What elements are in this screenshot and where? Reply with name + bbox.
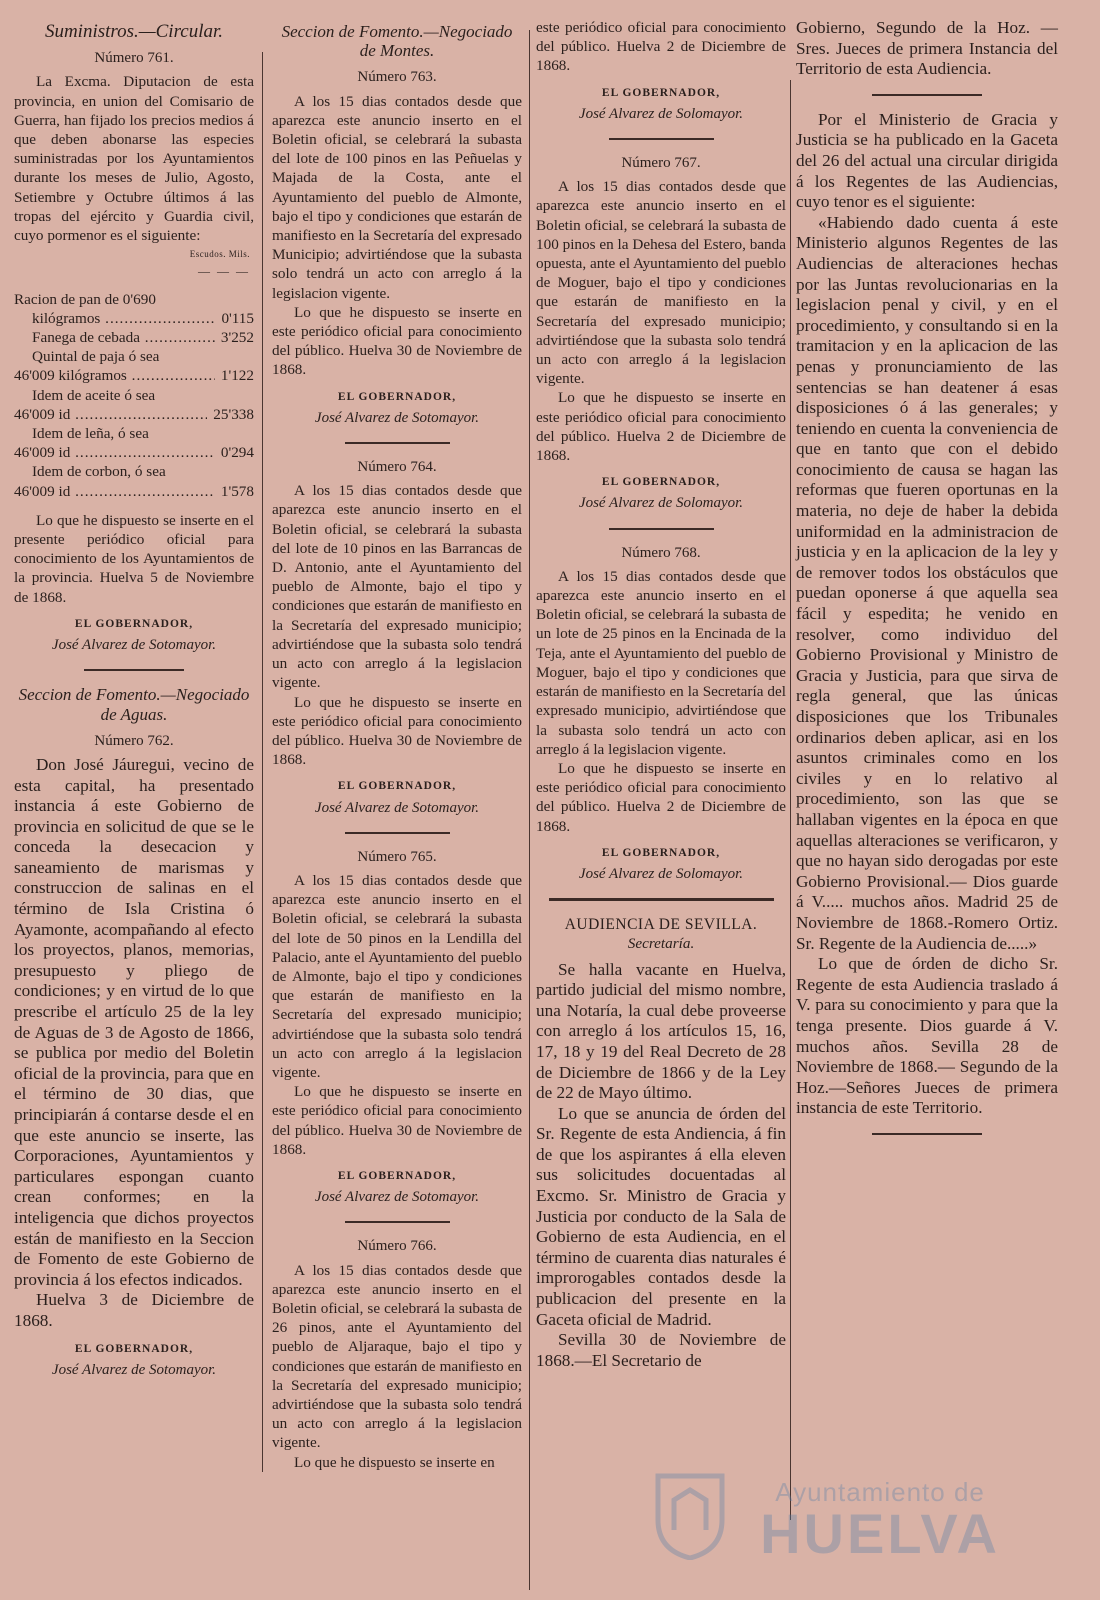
archive-watermark [760,1477,1000,1565]
separator [872,1133,982,1135]
rate-value: 25'338 [213,405,254,423]
circular-intro: Por el Ministerio de Gracia y Justicia se ha publicado en la Gaceta del 26 del actual una circular dirigida á los Regentes de las Audiencias, cuyo tenor es el siguiente: [796,109,1058,212]
governor-title: EL GOBERNADOR, [337,390,457,403]
notice-766-closing: Lo que he dispuesto se inserte en [294,1453,495,1471]
rate-row [14,347,254,366]
rate-label: 46'009 id ..... [14,405,207,424]
notice-762-body: Don José Jáuregui, vecino de esta capital, ha presentado instancia á este Gobierno de provincia en solicitud de que se le conceda la desecacion y saneamiento de marismas y construccion de salinas en el término de Isla Cristina ó Ayamonte, acompañando al efecto los proyectos, planos, memorias, presupuesto y pliego de condiciones; y en virtud de lo que prescribe el artículo 25 de la ley de Aguas de 3 de Agosto de 1866, se publica por medio del Boletin oficial de la provincia, para que en el término de 30 dias, que principiarán á contarse desde el en que este anuncio se inserte, las Corporaciones, Ayuntamientos y particulares espongan cuanto crean conformes; en la inteligencia que dichos proyectos están de manifiesto en la Seccion de Fomento de este Gobierno de provincia á los efectos indicados. [14,754,254,1289]
notice-765-body: A los 15 dias contados desde que aparezca este anuncio inserto en el Boletin oficial, se celebrará la subasta del lote de 50 pinos en la Lendilla del Palacio, ante el Ayuntamiento del pueblo de Almonte, bajo el tipo y condiciones que estarán de manifiesto en la Secretaría del expresado municipio; advirtiéndose que la subasta solo tendrá un acto con arreglo á la legislacion vigente. [272,871,522,1081]
audiencia-paragraph-2: Lo que se anuncia de órden del Sr. Regente de esta Andiencia, á fin de que los aspirantes á ella eleven sus solicitudes docuentadas al Excmo. Sr. Ministro de Gracia y Justicia por conducto de la Sala de Gobierno de esta Audiencia, en el término de cuarenta dias naturales é improrogables contados desde la publicacion del presente en la Gaceta oficial de Madrid. [536,1103,786,1329]
governor-signature: José Alvarez de Solomayor. [578,865,744,882]
column-2 [272,18,522,1472]
section-heading-suministros: Suministros.—Circular. [44,21,224,42]
watermark-bottom: HUELVA [760,1502,1000,1565]
section-heading-montes: Seccion de Fomento.—Negociado de Montes. [281,22,513,61]
notice-767-closing: Lo que he dispuesto se inserte en este periódico oficial para conocimiento del público. Huelva 2 de Diciembre de 1868. [536,389,786,465]
notice-764-closing: Lo que he dispuesto se inserte en este periódico oficial para conocimiento del público. Huelva 30 de Noviembre de 1868. [272,693,522,769]
governor-title: EL GOBERNADOR, [337,780,457,793]
rate-row [14,424,254,443]
governor-signature: José Alvarez de Sotomayor. [314,1189,480,1206]
rate-label: kilógramos ..... [14,309,215,328]
governor-signature: José Alvarez de Solomayor. [578,495,744,512]
notice-number-761: Número 761. [94,50,174,67]
notice-762-date: Huelva 3 de Diciembre de 1868. [14,1290,254,1330]
rate-row [14,482,254,501]
notice-763-closing: Lo que he dispuesto se inserte en este periódico oficial para conocimiento del público. Huelva 30 de Noviembre de 1868. [272,303,522,379]
rate-label: 46'009 id ..... [14,482,215,501]
rate-row [14,290,254,309]
governor-title: EL GOBERNADOR, [74,617,194,630]
rate-row [14,405,254,424]
rate-label: Idem de leña, ó sea [32,425,149,443]
notice-763-body: A los 15 dias contados desde que aparezca este anuncio inserto en el Boletin oficial, se celebrará la subasta del lote de 100 pinos en las Peñuelas y Majada de la Costa, ante el Ayuntamiento del pueblo de Almonte, bajo el tipo y condiciones que estarán de manifiesto en la Secretaría del expresado Municipio; advirtiéndose que la subasta solo tendrá un acto con arreglo á la legislacion vigente. [272,92,522,302]
notice-number-765: Número 765. [357,848,437,865]
audiencia-continued: Gobierno, Segundo de la Hoz. —Sres. Jueces de primera Instancia del Territorio de esta Audiencia. [796,18,1058,79]
governor-title: EL GOBERNADOR, [601,846,721,859]
notice-number-767: Número 767. [621,155,701,172]
notice-number-763: Número 763. [357,69,437,86]
city-crest-icon [650,1470,730,1560]
rate-row [14,443,254,462]
separator [609,528,714,530]
rates-header-rule: — — — [198,264,250,279]
notice-767-body: A los 15 dias contados desde que aparezca este anuncio inserto en el Boletin oficial, se celebrará la subasta de 100 pinos en la Dehesa del Estero, banda opuesta, ante el Ayuntamiento del pueblo de Moguer, bajo el tipo y condiciones que estarán de manifiesto en la Secretaría del expresado municipio; advirtiéndose que la subasta solo tendrá un acto con arreglo á la legislacion vigente. [536,178,786,388]
separator [609,138,714,140]
rate-label: Idem de aceite ó sea [32,386,156,404]
rate-value: 0'115 [221,309,254,327]
column-rule-3 [790,80,791,1520]
column-rule-2 [529,30,530,1590]
notice-766-closing-continued: este periódico oficial para conocimiento del público. Huelva 2 de Diciembre de 1868. [536,19,786,75]
rate-value: 1'122 [220,367,254,385]
notice-761-closing: Lo que he dispuesto se inserte en el presente periódico oficial para conocimiento de los Ayuntamientos de la provincia. Huelva 5 de Noviembre de 1868. [14,511,254,606]
governor-signature: José Alvarez de Sotomayor. [51,1361,217,1378]
rate-row [14,386,254,405]
notice-768-body: A los 15 dias contados desde que aparezca este anuncio inserto en el Boletin oficial, se celebrará la subasta de un lote de 25 pinos en la Encinada de la Teja, ante el Ayuntamiento del pueblo de Moguer, bajo el tipo y condiciones que estarán de manifiesto en la Secretaría del expresado municipio, advirtiéndose que la subasta solo tendrá un acto con arreglo á la legislacion vigente. [536,567,786,758]
circular-closing: Lo que de órden de dicho Sr. Regente de esta Audiencia traslado á V. para su conocimiento y para que la tenga presente. Dios guarde á V. muchos años. Sevilla 28 de Noviembre de 1868.— Segundo de la Hoz.—Señores Jueces de primera instancia de este Territorio. [796,954,1058,1118]
governor-title: EL GOBERNADOR, [337,1169,457,1182]
watermark-top: Ayuntamiento de [775,1477,985,1507]
audiencia-paragraph-1: Se halla vacante en Huelva, partido judicial del mismo nombre, una Notaría, la cual debe proveerse con arreglo á los artículos 15, 16, 17, 18 y 19 del Real Decreto de 28 de Diciembre de 1866 y de la Ley de 22 de Mayo último. [536,959,786,1103]
separator [84,669,185,671]
circular-text: «Habiendo dado cuenta á este Ministerio algunos Regentes de las Audiencias de alteraciones hechas por las Juntas revolucionarias en la legislacion penal y civil, y en el procedimiento, y consultando si en la tramitacion y en la aplicacion de las penas y pronunciamiento de las sentencias se han deatener á esas disposiciones ó á las generales; y teniendo en cuenta la conveniencia de que en tanto que con el debido conocimiento de causa se hagan las reformas que fueren oportunas en la materia, no deje de haber la debida uniformidad en la administracion de justicia y en la aplicacion de la ley y de remover todos los obstáculos que puedan oponerse á que aquella sea fácil y espedita; he venido en resolver, como individuo del Gobierno Provisional y Ministro de Gracia y Justicia, para que sirva de regla general, que las únicas disposiciones que los Tribunales ordinarios deben aplicar, asi en los asuntos criminales como en los civiles y en lo relativo al procedimiento, son las que se hallaban vigentes en la época en que aquellas alteraciones se verificaron, y que no hayan sido derogadas por este Gobierno Provisional.— Dios guarde á V..... muchos años. Madrid 25 de Noviembre de 1868.-Romero Ortiz. Sr. Regente de la Audiencia de.....» [796,212,1058,953]
governor-signature: José Alvarez de Sotomayor. [314,799,480,816]
rate-label: Fanega de cebada ..... [14,328,215,347]
notice-number-768: Número 768. [621,544,701,561]
separator [345,1221,450,1223]
rate-label: 46'009 id ..... [14,443,215,462]
governor-signature: José Alvarez de Solomayor. [578,105,744,122]
notice-761-intro: La Excma. Diputacion de esta provincia, en union del Comisario de Guerra, han fijado los precios medios á que deben abonarse las especies suministradas por los Ayuntamientos durante los meses de Julio, Agosto, Setiembre y Octubre últimos á las tropas del ejército y Guardia civil, cuyo pormenor es el siguiente: [14,73,254,245]
audiencia-subtitle: Secretaría. [627,935,695,953]
column-3 [536,18,786,1371]
column-4 [796,18,1058,1149]
section-separator [549,898,774,901]
rate-row [14,462,254,481]
rate-label: Idem de corbon, ó sea [32,463,166,481]
rate-row [14,366,254,385]
separator [345,832,450,834]
rate-value: 3'252 [220,329,254,347]
separator [872,94,982,96]
section-heading-aguas: Seccion de Fomento.—Negociado de Aguas. [18,685,250,724]
rate-label: Quintal de paja ó sea [32,348,160,366]
rate-value: 1'578 [220,482,254,500]
governor-title: EL GOBERNADOR, [601,476,721,489]
column-rule-1 [262,52,263,1472]
separator [345,442,450,444]
rate-label: Racion de pan de 0'690 [14,290,156,308]
notice-766-body: A los 15 dias contados desde que aparezca este anuncio inserto en el Boletin oficial, se celebrará la subasta de 26 pinos, ante el Ayuntamiento del pueblo de Aljaraque, bajo el tipo y condiciones que estarán de manifiesto en la Secretaría del expresado municipio; advirtiéndose que la subasta solo tendrá un acto con arreglo á la legislacion vigente. [272,1261,522,1452]
notice-764-body: A los 15 dias contados desde que aparezca este anuncio inserto en el Boletin oficial, se celebrará la subasta del lote de 10 pinos en las Barrancas de D. Antonio, ante el Ayuntamiento del pueblo de Almonte, bajo el tipo y condiciones que estarán de manifiesto en la Secretaría del expresado municipio; advirtiéndose que la subasta solo tendrá un acto con arreglo á la legislacion vigente. [272,482,522,692]
rate-value: 0'294 [220,444,254,462]
governor-signature: José Alvarez de Sotomayor. [314,409,480,426]
notice-number-764: Número 764. [357,459,437,476]
governor-title: EL GOBERNADOR, [74,1342,194,1355]
rate-row [14,328,254,347]
governor-signature: José Alvarez de Sotomayor. [51,637,217,654]
audiencia-title: AUDIENCIA DE SEVILLA. [564,916,758,934]
rates-units-header: Escudos. Mils. [189,249,250,260]
column-1 [14,18,254,1384]
rate-label: 46'009 kilógramos ..... [14,366,215,385]
notice-768-closing: Lo que he dispuesto se inserte en este periódico oficial para conocimiento del público. Huelva 2 de Diciembre de 1868. [536,759,786,835]
governor-title: EL GOBERNADOR, [601,86,721,99]
notice-765-closing: Lo que he dispuesto se inserte en este periódico oficial para conocimiento del público. Huelva 30 de Noviembre de 1868. [272,1083,522,1158]
rates-table [14,290,254,501]
rate-row [14,309,254,328]
notice-number-762: Número 762. [94,732,174,749]
notice-number-766: Número 766. [357,1238,437,1255]
audiencia-paragraph-3: Sevilla 30 de Noviembre de 1868.—El Secretario de [536,1330,786,1370]
